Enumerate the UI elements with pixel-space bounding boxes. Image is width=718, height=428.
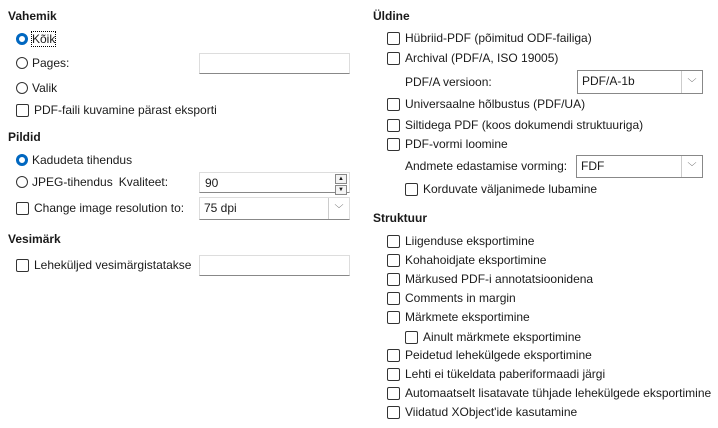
checkbox-icon [387,368,400,381]
label: Kohahoidjate eksportimine [405,253,547,267]
checkbox-icon [16,202,29,215]
checkbox-icon [387,254,400,267]
label: Valik [32,81,58,95]
label: Märkused PDF-i annotatsioonidena [405,272,594,286]
checkbox-icon [387,52,400,65]
radio-pages[interactable] [16,54,69,72]
spin-up-icon[interactable]: ▲ [335,174,347,184]
label: Kõik [32,32,56,46]
checkbox-icon [387,387,400,400]
radio-icon [16,176,28,188]
view-after-export-checkbox[interactable] [16,101,217,119]
label: Automaatselt lisatavate tühjade lehekülgede eksportimine [405,386,712,400]
label: PDF-faili kuvamine pärast eksporti [34,103,217,117]
structure-checkbox[interactable] [387,346,592,364]
watermark-input[interactable] [199,255,350,276]
structure-checkbox[interactable] [387,232,534,250]
checkbox-icon [387,349,400,362]
label: Siltidega PDF (koos dokumendi struktuuriga) [405,118,644,132]
label: Korduvate väljanimede lubamine [423,182,598,196]
tagged-checkbox[interactable] [387,116,643,134]
resolution-select[interactable] [199,197,350,220]
label: JPEG-tihendus [32,175,113,189]
radio-icon [16,33,28,45]
quality-label: Kvaliteet: [118,175,169,189]
structure-checkbox[interactable] [387,289,516,307]
submit-value: FDF [581,159,605,173]
form-checkbox[interactable] [387,135,508,153]
pages-input[interactable] [199,53,350,74]
checkbox-icon [387,119,400,132]
pdfa-version-label: PDF/A versioon: [405,75,492,89]
checkbox-icon [387,311,400,324]
ua-checkbox[interactable] [387,95,585,113]
label: Change image resolution to: [34,201,185,215]
archival-checkbox[interactable] [387,49,558,67]
structure-checkbox[interactable] [387,365,605,383]
checkbox-icon [16,259,29,272]
label: Archival (PDF/A, ISO 19005) [405,51,559,65]
structure-checkbox[interactable] [387,251,546,269]
label: Kadudeta tihendus [32,153,133,167]
label: Pages: [32,56,70,70]
submit-format-label: Andmete edastamise vorming: [405,159,568,173]
pdfa-value: PDF/A-1b [582,74,635,88]
structure-checkbox[interactable] [387,384,711,402]
watermark-heading: Vesimärk [8,232,61,246]
label: Leheküljed vesimärgistatakse [34,258,192,272]
checkbox-icon [387,98,400,111]
hybrid-checkbox[interactable] [387,29,592,47]
label: Liigenduse eksportimine [405,234,535,248]
general-heading: Üldine [373,9,410,23]
radio-lossless[interactable] [16,151,132,169]
checkbox-icon [387,138,400,151]
label: Lehti ei tükeldata paberiformaadi järgi [405,367,606,381]
quality-spinbox[interactable] [199,172,350,193]
checkbox-icon [405,183,418,196]
checkbox-icon [387,235,400,248]
label: Peidetud lehekülgede eksportimine [405,348,592,362]
checkbox-icon [16,104,29,117]
checkbox-icon [387,32,400,45]
structure-heading: Struktuur [373,211,427,225]
radio-selection[interactable] [16,79,57,97]
checkbox-icon [387,292,400,305]
label: PDF-vormi loomine [405,137,508,151]
radio-icon [16,154,28,166]
range-heading: Vahemik [8,9,57,23]
label: Comments in margin [405,291,516,305]
submit-format-select[interactable] [576,155,703,178]
radio-icon [16,57,28,69]
radio-icon [16,82,28,94]
duplicate-fields-checkbox[interactable] [405,180,597,198]
pdfa-version-select[interactable] [577,70,703,94]
checkbox-icon [387,273,400,286]
checkbox-icon [387,406,400,419]
structure-checkbox[interactable] [387,403,577,421]
structure-checkbox[interactable] [387,270,593,288]
label: Viidatud XObject'ide kasutamine [405,405,578,419]
chevron-down-icon: ﹀ [681,71,702,93]
images-heading: Pildid [8,130,41,144]
label: Ainult märkmete eksportimine [423,330,582,344]
watermark-checkbox[interactable] [16,256,191,274]
resolution-checkbox[interactable] [16,199,184,217]
quality-value: 90 [205,176,219,190]
radio-all[interactable] [16,30,55,48]
structure-checkbox[interactable] [387,308,530,326]
chevron-down-icon: ﹀ [328,198,349,219]
checkbox-icon [405,331,418,344]
label: Hübriid-PDF (põimitud ODF-failiga) [405,31,592,45]
radio-jpeg[interactable] [16,173,168,191]
structure-checkbox[interactable] [405,328,581,346]
label: Märkmete eksportimine [405,310,530,324]
label: Universaalne hõlbustus (PDF/UA) [405,97,586,111]
resolution-value: 75 dpi [204,201,237,215]
chevron-down-icon: ﹀ [681,156,702,177]
spin-down-icon[interactable]: ▼ [335,185,347,195]
